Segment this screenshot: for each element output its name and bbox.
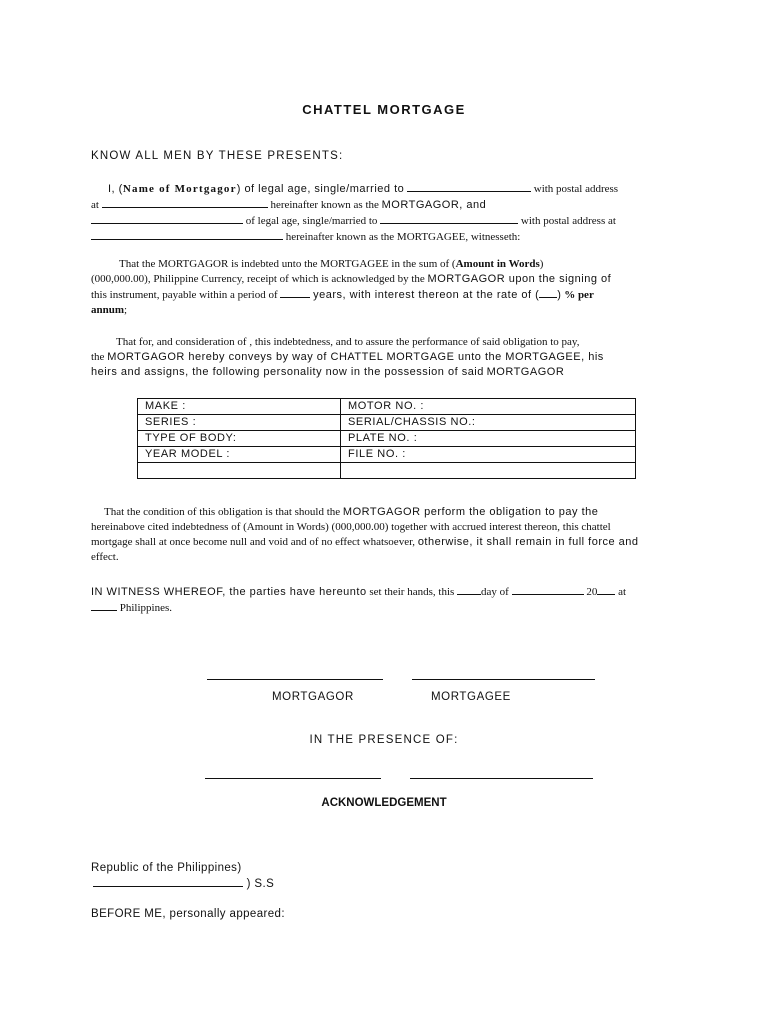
venue-republic: Republic of the Philippines) <box>91 862 242 874</box>
table-row <box>138 447 636 463</box>
mortgagor-signature-line <box>207 679 383 680</box>
witness-signature-line <box>410 778 593 779</box>
mortgagee-label: MORTGAGEE <box>431 691 511 703</box>
venue-ss-line: ) S.S <box>93 876 274 892</box>
blank-line <box>91 600 117 611</box>
table-cell: SERIAL/CHASSIS NO.: <box>341 415 636 431</box>
witness-signature-line <box>205 778 381 779</box>
table-cell: TYPE OF BODY: <box>138 431 341 447</box>
blank-line <box>380 213 518 224</box>
blank-line <box>102 197 268 208</box>
mortgagor-label: MORTGAGOR <box>272 691 354 703</box>
presence-heading: IN THE PRESENCE OF: <box>309 734 459 746</box>
blank-line <box>91 229 283 240</box>
vehicle-details-table <box>137 398 636 479</box>
table-cell: MOTOR NO. : <box>341 399 636 415</box>
table-row <box>138 463 636 479</box>
before-me-line: BEFORE ME, personally appeared: <box>91 908 285 920</box>
table-cell <box>341 463 636 479</box>
table-cell: PLATE NO. : <box>341 431 636 447</box>
witness-paragraph: IN WITNESS WHEREOF, the parties have hereunto set their hands, this day of 20 at Philippines. <box>91 586 627 614</box>
blank-line <box>280 287 310 298</box>
table-cell: FILE NO. : <box>341 447 636 463</box>
condition-paragraph: That the condition of this obligation is that should the MORTGAGOR perform the obligation to pay the hereinabove cited indebtedness of (Amount in Words) (000,000.00) together with accrued interest thereon, this chattel mortgage shall at once become null and void and of no effect whatsoever, otherwise, it shall remain in full force and effect. <box>91 506 639 563</box>
blank-line <box>91 213 243 224</box>
blank-line <box>597 584 615 595</box>
blank-line <box>407 181 531 192</box>
indebtedness-paragraph: That the MORTGAGOR is indebted unto the MORTGAGEE in the sum of (Amount in Words) (000,000.00), Philippine Currency, receipt of which is acknowledged by the MORTGAGOR upon the signing of this instrument, payable within a period of years, with interest thereon at the rate of ( ) % per annum; <box>91 258 612 316</box>
table-row <box>138 431 636 447</box>
conveyance-paragraph: That for, and consideration of , this indebtedness, and to assure the performance of said obligation to pay, the MORTGAGOR hereby conveys by way of CHATTEL MORTGAGE unto the MORTGAGEE, his heirs and assigns, the following personality now in the possession of said MORTGAGOR <box>91 336 604 378</box>
blank-line <box>457 584 481 595</box>
table-cell: YEAR MODEL : <box>138 447 341 463</box>
preamble: KNOW ALL MEN BY THESE PRESENTS: <box>91 150 344 162</box>
mortgagor-name-placeholder: Name of Mortgagor <box>122 183 237 195</box>
blank-line <box>539 287 557 298</box>
table-cell <box>138 463 341 479</box>
blank-line <box>512 584 584 595</box>
table-cell: MAKE : <box>138 399 341 415</box>
parties-paragraph: I, (Name of Mortgagor) of legal age, single/married to with postal address at hereinafter known as the MORTGAGOR, and of legal age, single/married to with postal address at hereinafter known as the MORTGAGEE, witnesseth: <box>91 183 619 243</box>
table-row <box>138 415 636 431</box>
table-row <box>138 399 636 415</box>
blank-line <box>93 876 243 887</box>
document-title: CHATTEL MORTGAGE <box>302 102 466 117</box>
table-cell: SERIES : <box>138 415 341 431</box>
acknowledgement-heading: ACKNOWLEDGEMENT <box>321 797 447 809</box>
mortgagee-signature-line <box>412 679 595 680</box>
